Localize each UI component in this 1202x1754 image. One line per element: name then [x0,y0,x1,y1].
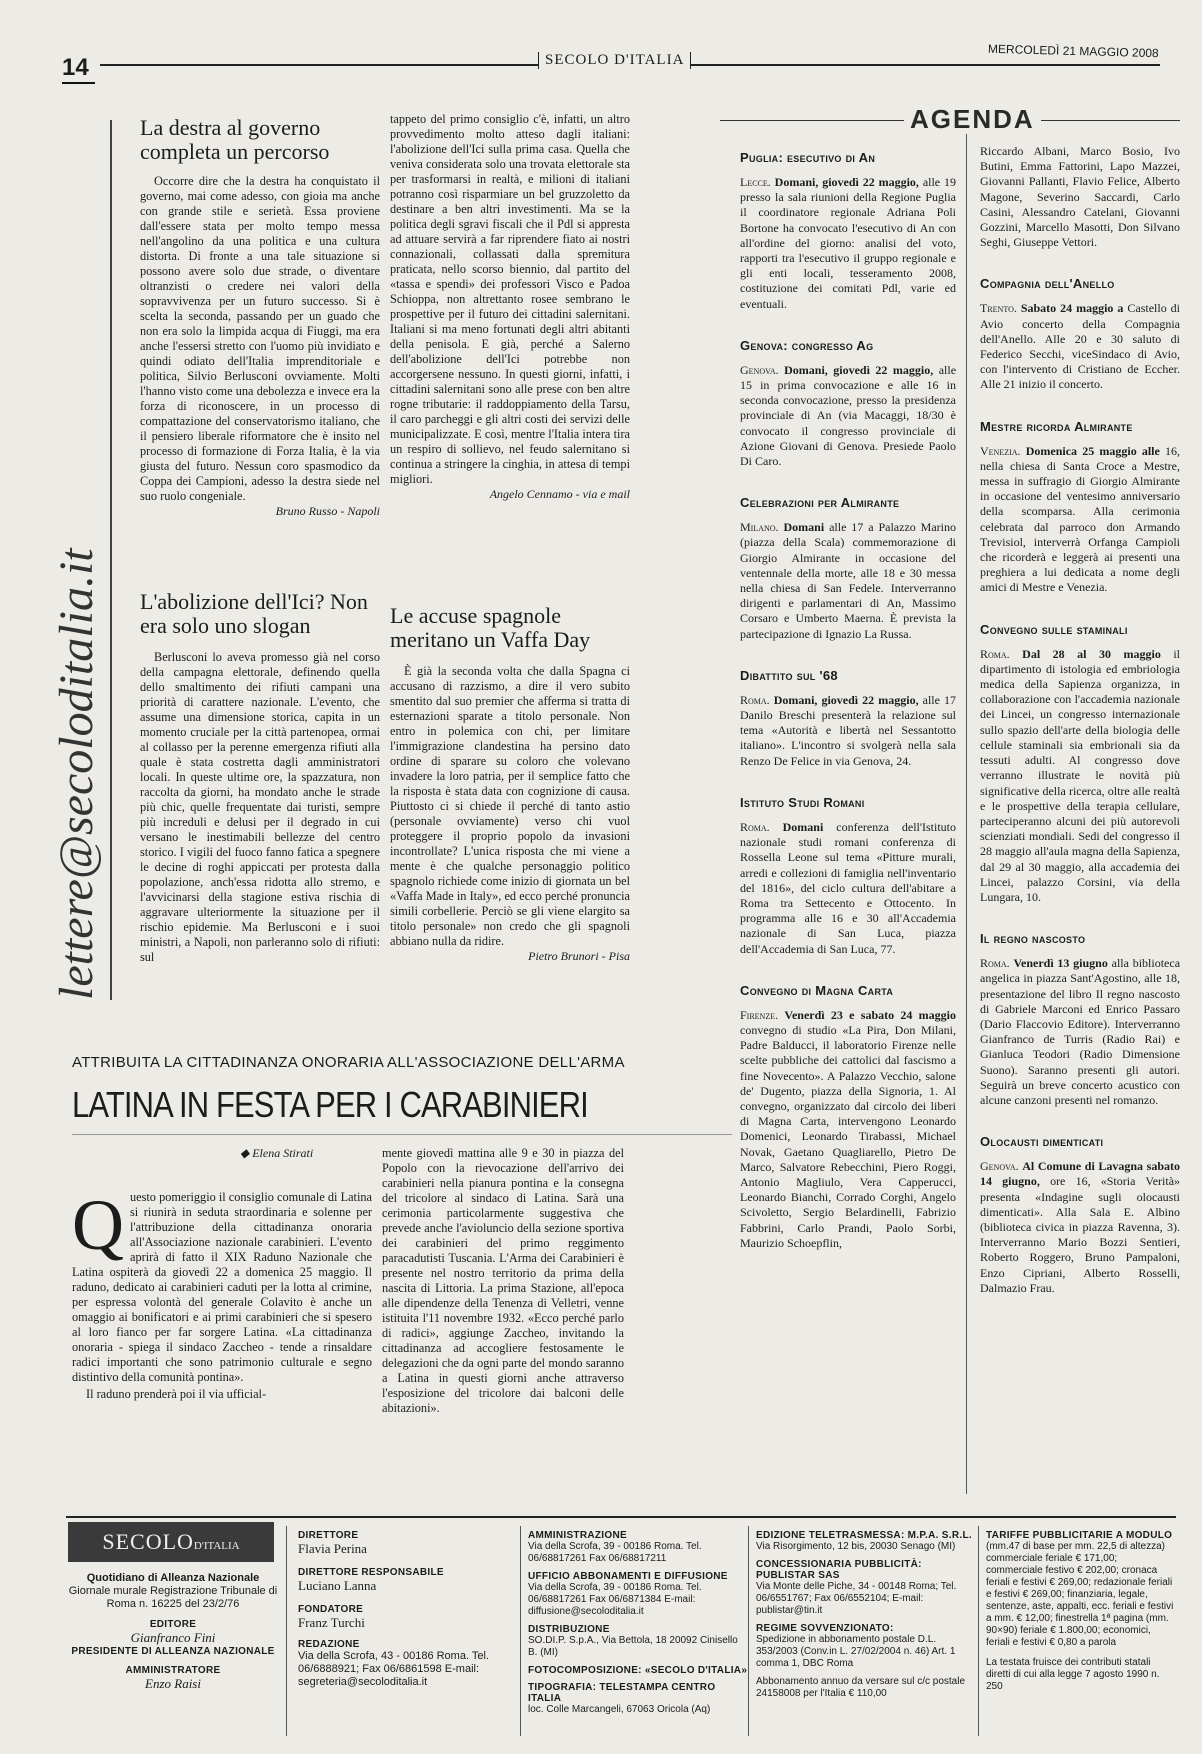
agenda-item-text [980,301,1180,392]
agenda-item [980,144,1180,250]
colophon-divider [748,1526,749,1736]
colophon-divider [520,1526,521,1736]
agenda-item-text [980,444,1180,596]
agenda-item [980,931,1180,1108]
agenda-item [740,668,956,769]
agenda-lead: Venerdì 23 e sabato 24 maggio [784,1007,956,1022]
agenda-item-text [740,693,956,769]
agenda-item-text [740,175,956,312]
colophon-print: EDIZIONE TELETRASMESSA: M.P.A. S.R.L. Via Risorgimento, 12 bis, 20030 Senago (MI) CONCESSIONARIA PUBBLICITÀ: PUBLISTAR SAS Via Monte delle Piche, 34 - 00148 Roma; Tel. 06/6551767; Fax 06/6552104; E-mail: publistar@tin.it REGIME SOVVENZIONATO: Spedizione in abbonamento postale D.L. 353/2003 (Conv.in L. 27/02/2004 n. 46) Art. 1 comma 1, DBC Roma Abbonamento annuo da versare sul c/c postale 24158008 per l'Italia € 110,00 [756,1530,972,1699]
agenda-body: alle 15 in prima convocazione e alle 16 in seconda convocazione, presso la presidenza provinciale di An (via Macaggi, 18/30 è convocato il congresso provinciale di Azione Giovani di Genova. Presiede Paolo Di Caro. [740,362,957,469]
agenda-item-title: Istituto Studi Romani [740,794,865,810]
letter-2 [390,112,630,502]
agenda-item [740,795,956,957]
colophon-rates: TARIFFE PUBBLICITARIE A MODULO (mm.47 di base per mm. 22,5 di altezza) commerciale feriale € 171,00; commerciale festivo € 202,00; cronaca feriali e festivi € 269,00; redazionale feriali e festivi € 269,00; finanziaria, legale, sentenze, aste, appalti, ecc. feriali e festivi a mm. € 12,00; finestrella 1ª pagina (mm. 90×90) feriale € 1.800,00; economici, feriali e festivi € 0,80 a parola La testata fruisce dei contributi statali diretti di cui alla legge 7 agosto 1990 n. 250 [986,1530,1174,1692]
agenda-item-title: Olocausti dimenticati [980,1134,1104,1150]
colophon-divider [286,1526,287,1736]
letter-signature: Angelo Cennamo - via e mail [489,487,630,501]
sidebar-email-text: lettere@secoloditalia.it [50,548,103,1000]
colophon-logo: SECOLOD'ITALIA [68,1522,274,1562]
agenda-lead: Domani [783,520,825,535]
feature-kicker: ATTRIBUITA LA CITTADINANZA ONORARIA ALL'ASSOCIAZIONE DELL'ARMA [72,1054,625,1071]
agenda-body: alle 19 presso la sala riunioni della Regione Puglia il coordinatore regionale Adriana Poli Bortone ha convocato l'esecutivo di An con all'ordine del giorno: analisi del voto, rapporti tra l'esecutivo il gruppo regionale e gli enti locali, tesseramento 2008, costituzione dei comitati Pdl, varie ed eventuali. [740,175,957,311]
agenda-item-text [980,1159,1180,1296]
agenda-place: Roma. [740,692,770,707]
agenda-place: Firenze. [740,1007,779,1022]
agenda-lead: Sabato 24 maggio a [1020,301,1124,316]
agenda-body: Castello di Avio concerto della Compagnia dell'Anello. Alle 20 e 30 saluto di Federico Secchi, viceSindaco di Avio, con l'intervento di Cristiano de Eccher. Alle 21 inizio il concerto. [980,301,1181,392]
agenda-lead: Domani, giovedì 22 maggio, [774,175,919,189]
agenda-item [740,338,956,469]
letter-title: La destra al governo completa un percorso [140,115,330,164]
agenda-place: Milano. [740,520,779,535]
agenda-item-text [980,956,1180,1108]
drop-cap: Q [72,1185,124,1265]
letter-signature: Pietro Brunori - Pisa [528,949,630,963]
agenda-body: ore 16, «Storia Verità» presenta «Indagine sugli olocausti dimenticati». Alla Sala E. Albino (biblioteca civica in piazza Ravenna, 3). Interverranno Mario Bozzi Sentieri, Roberto Roggero, Bruno Pampaloni, Enzo Cipriani, Alberto Rosselli, Dalmazio Frau. [980,1174,1181,1295]
agenda-lead: Dal 28 al 30 maggio [1022,646,1161,661]
agenda-item-title: Convegno di Magna Carta [740,982,894,998]
agenda-item-text [980,144,1180,250]
agenda-place: Genova. [980,1159,1019,1174]
issue-date: MERCOLEDÌ 21 MAGGIO 2008 [987,41,1159,61]
feature-author: ◆ Elena Stirati [240,1146,314,1160]
colophon-divider [978,1526,979,1736]
agenda-place: Roma. [740,819,770,834]
agenda-lead: Domenica 25 maggio alle [1025,443,1160,458]
letter-3 [140,590,380,965]
agenda-body: convegno di studio «La Pira, Don Milani, Padre Balducci, il laboratorio Firenze nelle scelte pubbliche dei cattolici dal fascismo a fine Novecento». A Palazzo Vecchio, salone de' Dugento, piazza della Signoria, 1. Al convegno, organizzato dal circolo dei liberi di Magna Carta, intervengono Leonardo Domenici, Leonardo Tirabassi, Michael Novak, Gaetano Quagliarello, Pietro De Marco, Salvatore Rebecchini, Piero Roggi, Antonio Magliulo, Vera Capperucci, Leonardo Bianchi, Corrado Corghi, Angelo Scivoletto, Sergio Belardinelli, Fabrizio Fabbrini, Carlo Prandi, Paolo Sorbi, Maurizio Schoepflin, [740,1022,956,1250]
letter-4 [390,604,630,964]
agenda-body: il dipartimento di istologia ed embriologia medica della Sapienza organizza, in collaborazione con l'accademia nazionale dei Lincei, un congresso internazionale sullo spazio dell'arte della biologia delle cellule staminali sia embrionali sia da tessuti adulti. Al congresso dove verranno illustrate le novità più significative della ricerca, oltre alle realtà e le prospettive della terapia cellulare, parteciperanno alcuni dei più autorevoli scienziati mondiali. Sedi del congresso il 28 maggio all'aula magna della Sapienza, dal 29 al 30 maggio, alla accademia dei Lincei, palazzo Corsini, via della Lungara, 10. [980,646,1180,904]
colophon-admin: AMMINISTRAZIONE Via della Scrofa, 39 - 00186 Roma. Tel. 06/68817261 Fax 06/68817211 UFFICIO ABBONAMENTI E DIFFUSIONE Via della Scrofa, 39 - 00186 Roma. Tel. 06/68817261 Fax 06/6871384 E-mail: diffusione@secoloditalia.it DISTRIBUZIONE SO.DI.P. S.p.A., Via Bettola, 18 20092 Cinisello B. (MI) FOTOCOMPOSIZIONE: «SECOLO D'ITALIA» TIPOGRAFIA: TELESTAMPA CENTRO ITALIA loc. Colle Marcangeli, 67063 Oricola (Aq) [528,1530,748,1715]
agenda-item-text [740,1008,956,1251]
agenda-item-title: Genova: congresso Ag [740,337,874,353]
agenda-lead: Al Comune di Lavagna sabato 14 giugno, [980,1159,1180,1189]
agenda-lead: Domani [782,819,824,834]
letter-title: Le accuse spagnole meritano un Vaffa Day [390,603,591,652]
agenda-col-divider [966,134,967,1494]
letter-body: Occorre dire che la destra ha conquistato il governo, mai come adesso, con gioia ma anche con grande stile e serietà. Essa proviene dall'essere stata per molto tempo messa nell'angolino da una politica e una cultura distorta. Di fronte a una tale situazione si possono avere solo due strade, o diventare oltranzisti o credere nei valori della sopravvivenza per un futuro successo. Si è scelta la seconda, passando per un guado che non era solo la limpida acqua di Fiuggi, ma era anche l'essersi stretto con l'uomo più invidiato e quindi odiato dell'Italia imprenditoriale e politica, Silvio Berlusconi ovviamente. Molti l'hanno visto come una debolezza e invece era la forza di riconoscere, in un processo di compattazione del conservatorismo italiano, che il pensiero liberale riformatore che è insito nel processo di formazione di Forza Italia, è la via giusta del futuro. Nessun coro spasmodico da Coppa dei Campioni, adesso la destra siede nel suo ruolo congeniale. [140,174,380,503]
agenda-item [740,495,956,642]
agenda-item [740,983,956,1251]
sidebar-divider [110,120,112,1000]
letter-title: L'abolizione dell'Ici? Non era solo uno slogan [140,589,368,638]
agenda-item-title: Mestre ricorda Almirante [980,418,1133,434]
colophon-publisher: Quotidiano di Alleanza Nazionale Giornale murale Registrazione Tribunale di Roma n. 16225 del 23/2/76 EDITORE Gianfranco Fini PRESIDENTE DI ALLEANZA NAZIONALE AMMINISTRATORE Enzo Raisi [68,1572,278,1691]
agenda-place: Roma. [980,956,1010,971]
agenda-item [980,276,1180,392]
agenda-item-text [740,820,956,957]
feature-title: LATINA IN FESTA PER I CARABINIERI [72,1084,588,1125]
agenda-body: alle 17 a Palazzo Marino (piazza della Scala) commemorazione di Giorgio Almirante in occasione del ventennale della morte, alle 18 e 30 messa nella chiesa di San Fedele. Interverranno dirigenti e parlamentari di An, Massimo Corsaro e Umberto Maerna. È prevista la partecipazione di Ignazio La Russa. [740,520,957,641]
agenda-item-text [740,520,956,642]
agenda-item-title: Dibattito sul '68 [740,667,838,683]
agenda-lead: Venerdì 13 giugno [1013,956,1108,971]
agenda-item [980,1134,1180,1296]
agenda-body: alle 17 Danilo Breschi presenterà la relazione sul tema «Autorità e libertà nel Sessantotto italiano». L'incontro si svolgerà nella sala Renzo De Felice in via Genova, 24. [740,692,957,768]
feature-rule [72,1134,732,1135]
agenda-place: Lecce. [740,175,771,189]
agenda-col-right [980,144,1180,1322]
feature-col-2: mente giovedì mattina alle 9 e 30 in piazza del Popolo con la rievocazione dell'arrivo dei carabinieri nella pianura pontina e la consegna del tricolore al sindaco di Latina. Sarà una cerimonia particolarmente suggestiva che prevede anche l'avioluncio della sezione sportiva dei carabinieri del primo reggimento paracadutisti Tuscania. L'Arma dei Carabinieri è presente nel nostro territorio da prima della nascita di Littoria. La prima Stazione, all'epoca alle dipendenze della Tenenza di Velletri, venne istituita l'11 novembre 1932. «Ecco perché parlo di radici», aggiunge Zaccheo, invitando la cittadinanza ad accogliere festosamente le delegazioni che da ogni parte del mondo saranno a Latina in questi giorni anche attraverso l'esposizione del tricolore dai balconi delle abitazioni». [382,1146,624,1415]
agenda-place: Venezia. [980,443,1021,458]
agenda-item-title: Convegno sulle staminali [980,621,1128,637]
letter-body: Berlusconi lo aveva promesso già nel corso della campagna elettorale, definendo quella dello smaltimento dei rifiuti campani una priorità di carattere nazionale. L'evento, che assume una dimensione storica, capita in un momento cruciale per la città partenopea, ormai al collasso per la perenne emergenza rifiuti alla quale è stata costretta dagli amministratori locali. In queste ultime ore, la spazzatura, non raccolta da giorni, ha mondato anche le strade più chic, quelle frequentate dai turisti, sempre più increduli e delusi per il degrado in cui versano le inestimabili bellezze del centro storico. I vigili del fuoco fanno fatica a spegnere le decine di roghi appiccati per protesta dalla popolazione, anch'essa ridotta allo stremo, e l'avvicinarsi della stagione estiva rischia di aggravare ulteriormente la situazione per il rischio epidemie. Ma Berlusconi e i suoi ministri, a Napoli, non parleranno solo di rifiuti: sul [140,650,380,964]
agenda-lead: Domani, giovedì 22 maggio, [784,362,934,377]
page-number: 14 [62,54,95,84]
agenda-item-title: Il regno nascosto [980,931,1086,947]
agenda-place: Genova. [740,362,779,377]
agenda-item [980,419,1180,596]
letter-body: È già la seconda volta che dalla Spagna ci accusano di razzismo, a dire il vero subito smentito dal suo premier che afferma si tratta di esternazioni sparate a titolo personale. Non entro in polemica con chi, per limitare l'immigrazione clandestina ha persino dato ordine di sparare su coloro che volevano invadere la loro patria, per il semplice fatto che la risposta è stata data con cognizione di causa. Piuttosto ci si chiede il perché di tanto astio (personale ovviamente) verso chi vuol proteggere il proprio popolo da invasioni incontrollate? L'unica risposta che mi viene a mente è che qualche personaggio politico spagnolo richiede come inizio di giornata un bel «Vaffa Made in Italy», ed ecco perché pronuncia simili corbellerie. Perciò se gli viene elargito sa titolo personale» non credo che gli spagnoli abbiano nulla da ridire. [390,664,630,948]
agenda-body: Riccardo Albani, Marco Bosio, Ivo Butini, Emma Fattorini, Lapo Mazzei, Giovanni Pallanti, Flavio Felice, Alberto Magone, Severino Saccardi, Carlo Casini, Alessandro Catelani, Giovanni Gozzini, Marcello Masotti, Don Silvano Seghi, Giuseppe Vettori. [980,144,1180,250]
feature-col-1: Q uesto pomeriggio il consiglio comunale di Latina si riunirà in seduta straordinaria e solenne per l'attribuzione della cittadinanza onoraria all'Associazione nazionale carabinieri. L'evento aprirà di fatto il XIX Raduno Nazionale che Latina ospiterà da giovedì 22 a domenica 25 maggio. Il raduno, dedicato ai carabinieri caduti per la lotta al crimine, per espressa volontà del generale Colavito è anche un omaggio ai bonificatori e ai primi carabinieri che si spesero al loro fianco per far sorgere Latina. «La cittadinanza onoraria - spiega il sindaco Zaccheo - tende a rinsaldare radici importanti che sono patrimonio culturale e segno distintivo della comunità pontina». Il raduno prenderà poi il via ufficial- [72,1185,372,1401]
agenda-item [980,622,1180,905]
letter-signature: Bruno Russo - Napoli [275,504,380,518]
agenda-body: conferenza dell'Istituto nazionale studi romani conferenza di Rossella Leone sul tema «Pitture murali, arredi e collezioni di famiglia nell'inventario del 1816», del ciclo cultura dell'abitare a Roma tra Settecento e Ottocento. In programma alle 16 e 30 all'Accademia nazionale di San Luca, piazza dell'Accademia di San Luca, 77. [740,819,957,956]
agenda-item-title: Celebrazioni per Almirante [740,495,900,511]
agenda-lead: Domani, giovedì 22 maggio, [773,692,919,707]
letter-1 [140,116,380,519]
agenda-place: Roma. [980,646,1010,661]
agenda-col-left [740,150,956,1277]
agenda-title: AGENDA [904,104,1041,135]
agenda-item-text [740,363,956,469]
letter-body: tappeto del primo consiglio c'è, infatti, un altro provvedimento molto atteso dagli italiani: l'abolizione dell'Ici sulla prima casa. Quella che veniva considerata solo una trovata elettorale sta per trasformarsi in realtà, e milioni di italiani potranno così risparmiare un bel gruzzoletto da destinare a ben altri investimenti. Ma se la politica degli sgravi fiscali che il Pdl si appresta ad attuare servirà a far riprendere fiato ai nostri connazionali, collassati dalla spremitura praticata, nello scorso biennio, dal partito del «tassa e spendi» dei professori Visco e Padoa Schioppa, non altrettanto rosee sembrano le prospettive per il futuro dei cittadini salernitani. Italiani si ma meno fortunati degli altri abitanti della penisola. E già, perché a Salerno dell'abolizione dell'Ici potrebbe non accorgersene nessuno. In questi giorni, infatti, i cittadini salernitani sono alle prese con ben altre rogne tributarie: il raddoppiamento della Tarsu, il caro parcheggi e gli altri costi dei servizi delle municipalizzate. E così, mentre l'Italia intera tira un respiro di sollievo, nel feudo salernitano si continua a stringere la cinghia, in attesa di tempi migliori. [390,112,630,486]
sidebar-email[interactable] [40,120,110,1020]
agenda-body: 16, nella chiesa di Santa Croce a Mestre, messa in suffragio di Giorgio Almirante in occasione del ventesimo anniversario della scomparsa. Alla cerimonia celebrata dal parroco don Armando Trevisiol, interverrà Orfanga Campioli che ricorderà e leggerà ai presenti una preghiera a lui dedicata a nome degli amici di Mestre e Venezia. [980,443,1181,595]
agenda-item-title: Compagnia dell'Anello [980,276,1115,292]
agenda-item-text [980,647,1180,905]
agenda-item-title: Puglia: esecutivo di An [740,150,876,165]
agenda-place: Trento. [980,301,1017,316]
colophon-direction: DIRETTORE Flavia Perina DIRETTORE RESPONSABILE Luciano Lanna FONDATORE Franz Turchi REDAZIONE Via della Scrofa, 43 - 00186 Roma. Tel. 06/6888921; Fax 06/6861598 E-mail: segreteria@secoloditalia.it [298,1530,489,1688]
masthead: SECOLO D'ITALIA [538,52,691,69]
agenda-item [740,150,956,312]
agenda-body: alla biblioteca angelica in piazza Sant'Agostino, alle 18, presentazione del libro Il regno nascosto di Gabriele Marconi ed Enrico Passaro (Dario Flaccovio Editore). Interverranno Gianfranco de Turris (Radio Rai) e Gianluca Teodori (Radio Dimensione Suono). Saranno presenti gli autori. Seguirà un breve concerto acustico con alcune canzoni presenti nel romanzo. [980,956,1181,1107]
